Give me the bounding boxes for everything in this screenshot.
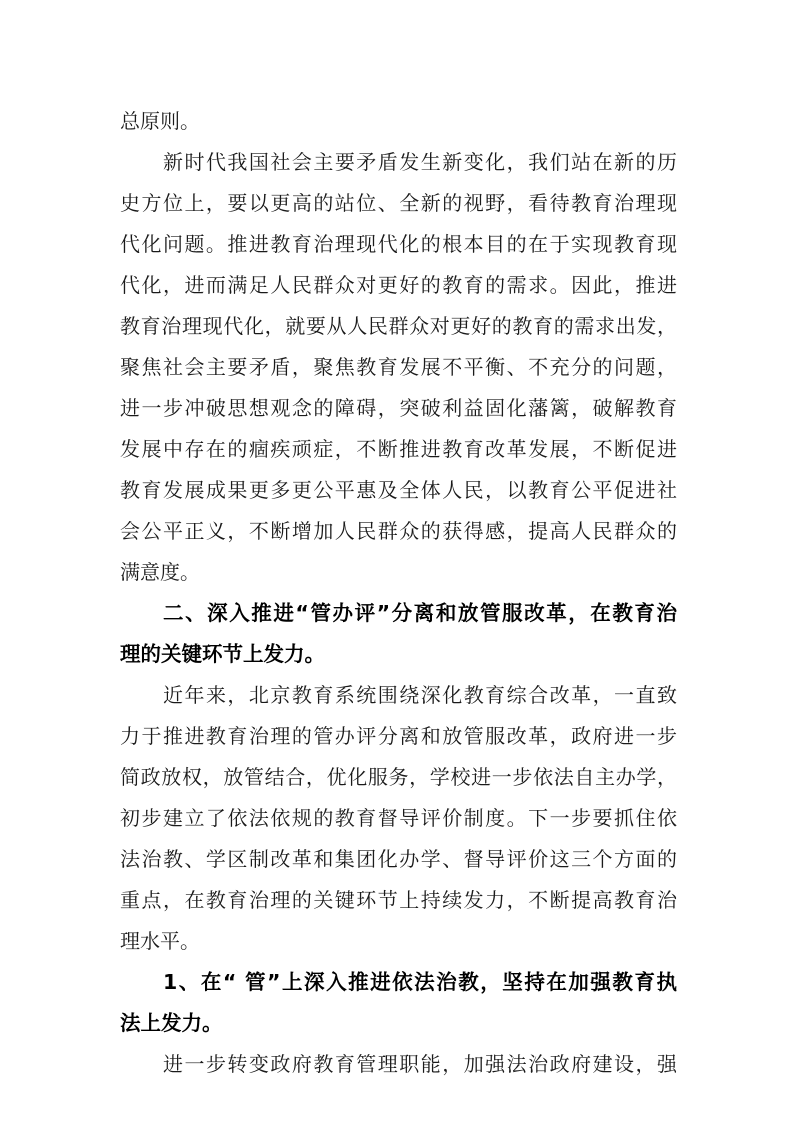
text-line: 法治教、学区制改革和集团化办学、督导评价这三个方面的	[120, 847, 677, 871]
text-line: 史方位上，要以更高的站位、全新的视野，看待教育治理现	[120, 191, 677, 215]
text-line: 教育发展成果更多更公平惠及全体人民，以教育公平促进社	[120, 478, 677, 502]
text-line: 理的关键环节上发力。	[120, 642, 325, 666]
section-heading	[120, 962, 677, 1044]
text-line: 进一步转变政府教育管理职能，加强法治政府建设，强	[163, 1052, 677, 1076]
text-line: 简政放权，放管结合，优化服务，学校进一步依法自主办学，	[120, 765, 677, 789]
text-line: 满意度。	[120, 560, 200, 584]
text-line: 代化问题。推进教育治理现代化的根本目的在于实现教育现	[120, 232, 677, 256]
text-line: 二、深入推进“管办评”分离和放管服改革，在教育治	[163, 601, 677, 625]
text-line: 代化，进而满足人民群众对更好的教育的需求。因此，推进	[120, 273, 677, 297]
body-paragraph	[120, 101, 677, 142]
body-paragraph	[120, 1044, 677, 1085]
text-line: 进一步冲破思想观念的障碍，突破利益固化藩篱，破解教育	[120, 396, 677, 420]
text-line: 1、在“ 管”上深入推进依法治教，坚持在加强教育执	[163, 970, 677, 994]
text-line: 会公平正义，不断增加人民群众的获得感，提高人民群众的	[120, 519, 677, 543]
document-page	[120, 101, 677, 1085]
text-line: 初步建立了依法依规的教育督导评价制度。下一步要抓住依	[120, 806, 677, 830]
text-line: 重点，在教育治理的关键环节上持续发力，不断提高教育治	[120, 888, 677, 912]
body-paragraph	[120, 142, 677, 593]
text-line: 总原则。	[120, 109, 200, 133]
section-heading	[120, 593, 677, 675]
text-line: 发展中存在的痼疾顽症，不断推进教育改革发展，不断促进	[120, 437, 677, 461]
text-line: 力于推进教育治理的管办评分离和放管服改革，政府进一步	[120, 724, 677, 748]
text-line: 近年来，北京教育系统围绕深化教育综合改革，一直致	[163, 683, 677, 707]
text-line: 新时代我国社会主要矛盾发生新变化，我们站在新的历	[163, 150, 677, 174]
text-line: 法上发力。	[120, 1011, 223, 1035]
body-paragraph	[120, 675, 677, 962]
text-line: 理水平。	[120, 929, 200, 953]
text-line: 教育治理现代化，就要从人民群众对更好的教育的需求出发，	[120, 314, 677, 338]
text-line: 聚焦社会主要矛盾，聚焦教育发展不平衡、不充分的问题，	[120, 355, 677, 379]
